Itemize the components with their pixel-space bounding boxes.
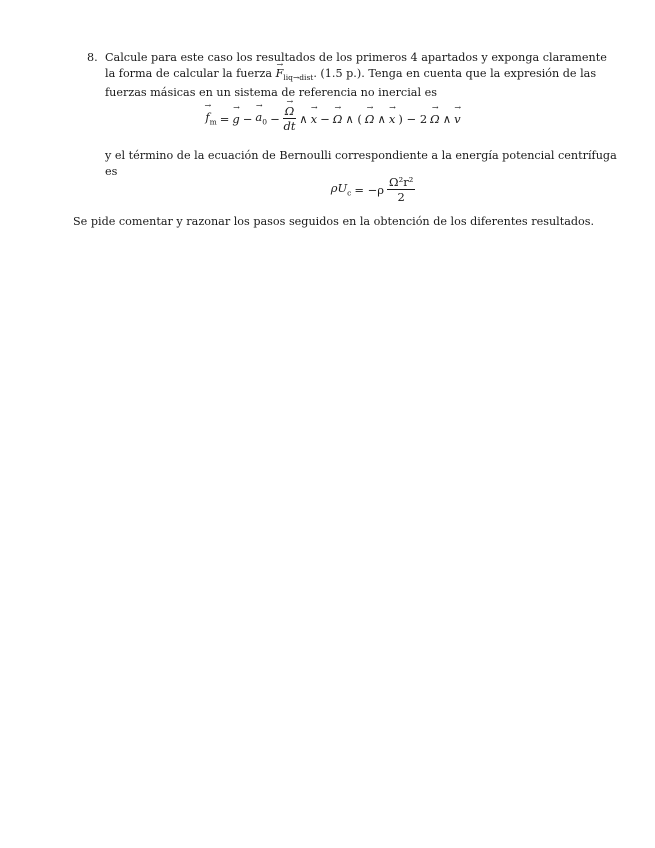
force-subscript: liq→dist <box>283 72 314 82</box>
centrifugal-equation: $\rho U_c$ = −ρ $\frac{\text{Ω²r²}}{2}$ <box>330 175 414 204</box>
closing-instruction: Se pide comentar y razonar los pasos seguidos en la obtención de los diferentes resultados. <box>73 215 595 228</box>
item-line-2: la forma de calcular la fuerza $F \to_{liq\to dist}$. (1.5 p.). Tenga en cuenta que la expresión de las <box>105 66 593 86</box>
bernoulli-paragraph <box>105 148 617 179</box>
omega-dt-fraction: $\frac{\Omega \to}{dt}$ <box>283 105 297 132</box>
item-number: 8. <box>87 51 98 64</box>
force-symbol: F → <box>276 66 284 82</box>
item-text <box>105 50 607 101</box>
item-line-3: fuerzas másicas en un sistema de referencia no inercial es <box>105 86 437 100</box>
item-line-1: Calcule para este caso los resultados de los primeros 4 apartados y exponga claramente <box>105 51 607 64</box>
centrifugal-fraction: $\frac{\text{Ω²r²}}{2}$ <box>389 175 414 204</box>
mass-forces-equation: $f \to_m$ = g → − $a \to_0$ − $\frac{\Omega \to}{dt}$ ∧ x → − Ω → ∧ ( Ω → ∧ x → ) − 2 Ω → ∧ v → <box>73 105 593 132</box>
bernoulli-line-1: y el término de la ecuación de Bernoulli correspondiente a la energía potencial centrífuga <box>105 149 617 162</box>
bernoulli-line-2: es <box>105 164 118 178</box>
